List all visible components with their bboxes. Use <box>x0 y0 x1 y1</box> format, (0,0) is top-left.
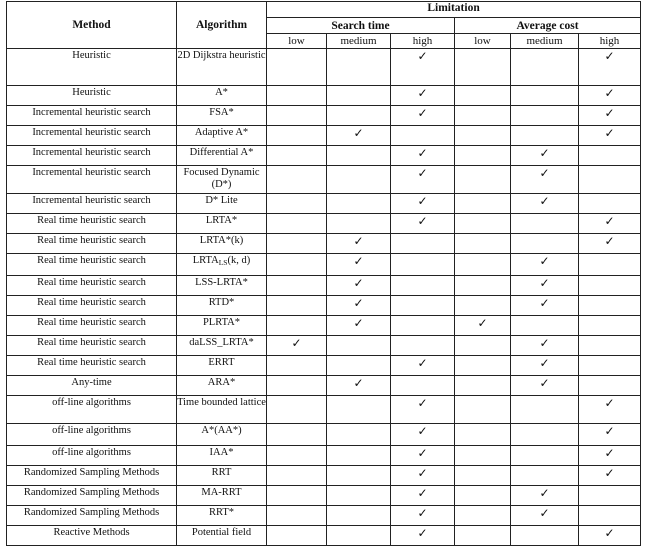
table-row <box>7 356 641 376</box>
empty-cell <box>455 146 511 166</box>
check-mark-icon: ✓ <box>511 166 579 194</box>
empty-cell <box>579 316 641 336</box>
header-algorithm: Algorithm <box>177 2 267 49</box>
empty-cell <box>579 276 641 296</box>
empty-cell <box>267 296 327 316</box>
algorithm-cell: RRT* <box>177 506 267 526</box>
check-mark-icon: ✓ <box>327 276 391 296</box>
algorithm-cell: ARA* <box>177 376 267 396</box>
empty-cell <box>327 396 391 424</box>
empty-cell <box>391 276 455 296</box>
empty-cell <box>579 336 641 356</box>
algorithm-params: (k, d) <box>227 255 251 266</box>
empty-cell <box>391 316 455 336</box>
check-mark-icon: ✓ <box>579 526 641 546</box>
check-mark-icon: ✓ <box>511 194 579 214</box>
empty-cell <box>267 466 327 486</box>
empty-cell <box>455 296 511 316</box>
check-mark-icon: ✓ <box>391 396 455 424</box>
empty-cell <box>455 376 511 396</box>
check-mark-icon: ✓ <box>327 296 391 316</box>
table-row <box>7 296 641 316</box>
algorithm-cell: Differential A* <box>177 146 267 166</box>
empty-cell <box>327 336 391 356</box>
method-cell: Real time heuristic search <box>7 296 177 316</box>
method-cell: Incremental heuristic search <box>7 166 177 194</box>
algorithm-cell: PLRTA* <box>177 316 267 336</box>
table-row <box>7 466 641 486</box>
empty-cell <box>267 486 327 506</box>
table-row <box>7 166 641 194</box>
table-row <box>7 254 641 276</box>
check-mark-icon: ✓ <box>579 86 641 106</box>
empty-cell <box>327 486 391 506</box>
table-row <box>7 446 641 466</box>
empty-cell <box>511 126 579 146</box>
empty-cell <box>579 356 641 376</box>
empty-cell <box>327 214 391 234</box>
check-mark-icon: ✓ <box>511 296 579 316</box>
header-search-time-medium: medium <box>327 34 391 49</box>
empty-cell <box>579 296 641 316</box>
check-mark-icon: ✓ <box>391 356 455 376</box>
empty-cell <box>267 356 327 376</box>
check-mark-icon: ✓ <box>327 234 391 254</box>
check-mark-icon: ✓ <box>579 466 641 486</box>
algorithm-cell: RTD* <box>177 296 267 316</box>
empty-cell <box>511 86 579 106</box>
empty-cell <box>327 424 391 446</box>
table-row <box>7 146 641 166</box>
table-row <box>7 486 641 506</box>
algorithm-cell: daLSS_LRTA* <box>177 336 267 356</box>
empty-cell <box>511 424 579 446</box>
algorithm-cell: FSA* <box>177 106 267 126</box>
table-row <box>7 234 641 254</box>
method-cell: Real time heuristic search <box>7 336 177 356</box>
header-method: Method <box>7 2 177 49</box>
algorithm-cell: MA-RRT <box>177 486 267 506</box>
empty-cell <box>267 106 327 126</box>
method-cell: Incremental heuristic search <box>7 146 177 166</box>
empty-cell <box>267 49 327 86</box>
table-figure <box>6 1 640 557</box>
algorithm-cell <box>177 254 267 276</box>
empty-cell <box>455 506 511 526</box>
table-row <box>7 316 641 336</box>
header-average-cost-low: low <box>455 34 511 49</box>
check-mark-icon: ✓ <box>391 506 455 526</box>
limitation-table <box>6 1 641 546</box>
empty-cell <box>327 146 391 166</box>
algorithm-name: LRTA <box>192 255 219 266</box>
check-mark-icon: ✓ <box>579 396 641 424</box>
empty-cell <box>391 336 455 356</box>
algorithm-cell: D* Lite <box>177 194 267 214</box>
empty-cell <box>327 356 391 376</box>
header-limitation: Limitation <box>267 2 641 18</box>
empty-cell <box>267 316 327 336</box>
empty-cell <box>327 506 391 526</box>
method-cell: Real time heuristic search <box>7 234 177 254</box>
empty-cell <box>511 316 579 336</box>
empty-cell <box>455 106 511 126</box>
check-mark-icon: ✓ <box>579 424 641 446</box>
check-mark-icon: ✓ <box>391 49 455 86</box>
empty-cell <box>455 396 511 424</box>
check-mark-icon: ✓ <box>455 316 511 336</box>
table-row <box>7 526 641 546</box>
check-mark-icon: ✓ <box>391 446 455 466</box>
empty-cell <box>455 466 511 486</box>
algorithm-cell: Focused Dynamic (D*) <box>177 166 267 194</box>
algorithm-subscript: LS <box>218 258 228 267</box>
empty-cell <box>511 446 579 466</box>
method-cell: Randomized Sampling Methods <box>7 466 177 486</box>
algorithm-cell: LRTA* <box>177 214 267 234</box>
check-mark-icon: ✓ <box>511 254 579 276</box>
empty-cell <box>579 166 641 194</box>
empty-cell <box>511 106 579 126</box>
empty-cell <box>267 146 327 166</box>
method-cell: Randomized Sampling Methods <box>7 506 177 526</box>
header-search-time-low: low <box>267 34 327 49</box>
check-mark-icon: ✓ <box>391 214 455 234</box>
empty-cell <box>579 376 641 396</box>
table-row <box>7 276 641 296</box>
empty-cell <box>511 526 579 546</box>
cropped-top-edge <box>289 0 439 3</box>
check-mark-icon: ✓ <box>511 486 579 506</box>
empty-cell <box>327 526 391 546</box>
check-mark-icon: ✓ <box>579 234 641 254</box>
check-mark-icon: ✓ <box>391 86 455 106</box>
empty-cell <box>455 86 511 106</box>
check-mark-icon: ✓ <box>391 466 455 486</box>
empty-cell <box>327 49 391 86</box>
empty-cell <box>455 49 511 86</box>
check-mark-icon: ✓ <box>327 126 391 146</box>
empty-cell <box>267 194 327 214</box>
algorithm-cell: Potential field <box>177 526 267 546</box>
algorithm-cell: Time bounded lattice <box>177 396 267 424</box>
empty-cell <box>455 446 511 466</box>
empty-cell <box>267 424 327 446</box>
empty-cell <box>579 254 641 276</box>
empty-cell <box>455 424 511 446</box>
header-average-cost-medium: medium <box>511 34 579 49</box>
empty-cell <box>327 166 391 194</box>
table-row <box>7 424 641 446</box>
empty-cell <box>455 526 511 546</box>
empty-cell <box>455 356 511 376</box>
empty-cell <box>455 254 511 276</box>
empty-cell <box>267 214 327 234</box>
method-cell: Real time heuristic search <box>7 214 177 234</box>
table-row <box>7 376 641 396</box>
empty-cell <box>455 194 511 214</box>
empty-cell <box>267 446 327 466</box>
algorithm-cell: 2D Dijkstra heuristic <box>177 49 267 86</box>
method-cell: Incremental heuristic search <box>7 126 177 146</box>
empty-cell <box>455 166 511 194</box>
check-mark-icon: ✓ <box>579 446 641 466</box>
check-mark-icon: ✓ <box>391 106 455 126</box>
empty-cell <box>267 396 327 424</box>
empty-cell <box>579 506 641 526</box>
check-mark-icon: ✓ <box>511 276 579 296</box>
empty-cell <box>455 486 511 506</box>
empty-cell <box>267 166 327 194</box>
method-cell: off-line algorithms <box>7 446 177 466</box>
method-cell: Real time heuristic search <box>7 276 177 296</box>
method-cell: Real time heuristic search <box>7 254 177 276</box>
check-mark-icon: ✓ <box>511 336 579 356</box>
empty-cell <box>267 506 327 526</box>
method-cell: Heuristic <box>7 49 177 86</box>
algorithm-cell: LRTA*(k) <box>177 234 267 254</box>
algorithm-cell: RRT <box>177 466 267 486</box>
table-row <box>7 49 641 86</box>
check-mark-icon: ✓ <box>327 376 391 396</box>
check-mark-icon: ✓ <box>579 106 641 126</box>
header-average-cost-high: high <box>579 34 641 49</box>
method-cell: Any-time <box>7 376 177 396</box>
method-cell: Incremental heuristic search <box>7 106 177 126</box>
check-mark-icon: ✓ <box>579 126 641 146</box>
empty-cell <box>455 336 511 356</box>
header-average-cost: Average cost <box>455 18 641 34</box>
empty-cell <box>267 86 327 106</box>
header-search-time: Search time <box>267 18 455 34</box>
table-row <box>7 336 641 356</box>
check-mark-icon: ✓ <box>391 194 455 214</box>
empty-cell <box>267 126 327 146</box>
empty-cell <box>391 296 455 316</box>
empty-cell <box>267 254 327 276</box>
empty-cell <box>511 214 579 234</box>
header-search-time-high: high <box>391 34 455 49</box>
check-mark-icon: ✓ <box>511 146 579 166</box>
algorithm-cell: A* <box>177 86 267 106</box>
algorithm-cell: Adaptive A* <box>177 126 267 146</box>
empty-cell <box>511 396 579 424</box>
table-row <box>7 126 641 146</box>
check-mark-icon: ✓ <box>511 356 579 376</box>
method-cell: Heuristic <box>7 86 177 106</box>
table-row <box>7 86 641 106</box>
check-mark-icon: ✓ <box>391 486 455 506</box>
check-mark-icon: ✓ <box>327 316 391 336</box>
check-mark-icon: ✓ <box>267 336 327 356</box>
table-row <box>7 214 641 234</box>
empty-cell <box>511 49 579 86</box>
empty-cell <box>327 446 391 466</box>
method-cell: Real time heuristic search <box>7 316 177 336</box>
empty-cell <box>267 526 327 546</box>
check-mark-icon: ✓ <box>391 526 455 546</box>
empty-cell <box>455 126 511 146</box>
empty-cell <box>511 466 579 486</box>
empty-cell <box>455 234 511 254</box>
empty-cell <box>327 194 391 214</box>
check-mark-icon: ✓ <box>511 506 579 526</box>
empty-cell <box>327 106 391 126</box>
method-cell: Randomized Sampling Methods <box>7 486 177 506</box>
empty-cell <box>455 276 511 296</box>
empty-cell <box>267 276 327 296</box>
table-body <box>7 49 641 546</box>
check-mark-icon: ✓ <box>579 49 641 86</box>
table-row <box>7 106 641 126</box>
table-row <box>7 506 641 526</box>
empty-cell <box>455 214 511 234</box>
table-row <box>7 194 641 214</box>
empty-cell <box>327 466 391 486</box>
check-mark-icon: ✓ <box>391 424 455 446</box>
check-mark-icon: ✓ <box>391 146 455 166</box>
table-row <box>7 396 641 424</box>
method-cell: Incremental heuristic search <box>7 194 177 214</box>
empty-cell <box>511 234 579 254</box>
empty-cell <box>391 376 455 396</box>
empty-cell <box>391 254 455 276</box>
check-mark-icon: ✓ <box>391 166 455 194</box>
empty-cell <box>579 194 641 214</box>
algorithm-cell: LSS-LRTA* <box>177 276 267 296</box>
algorithm-cell: ERRT <box>177 356 267 376</box>
algorithm-cell: IAA* <box>177 446 267 466</box>
method-cell: Real time heuristic search <box>7 356 177 376</box>
check-mark-icon: ✓ <box>511 376 579 396</box>
algorithm-cell: A*(AA*) <box>177 424 267 446</box>
empty-cell <box>579 486 641 506</box>
empty-cell <box>267 234 327 254</box>
empty-cell <box>391 126 455 146</box>
method-cell: Reactive Methods <box>7 526 177 546</box>
method-cell: off-line algorithms <box>7 396 177 424</box>
empty-cell <box>579 146 641 166</box>
empty-cell <box>327 86 391 106</box>
check-mark-icon: ✓ <box>327 254 391 276</box>
check-mark-icon: ✓ <box>579 214 641 234</box>
empty-cell <box>391 234 455 254</box>
method-cell: off-line algorithms <box>7 424 177 446</box>
empty-cell <box>267 376 327 396</box>
